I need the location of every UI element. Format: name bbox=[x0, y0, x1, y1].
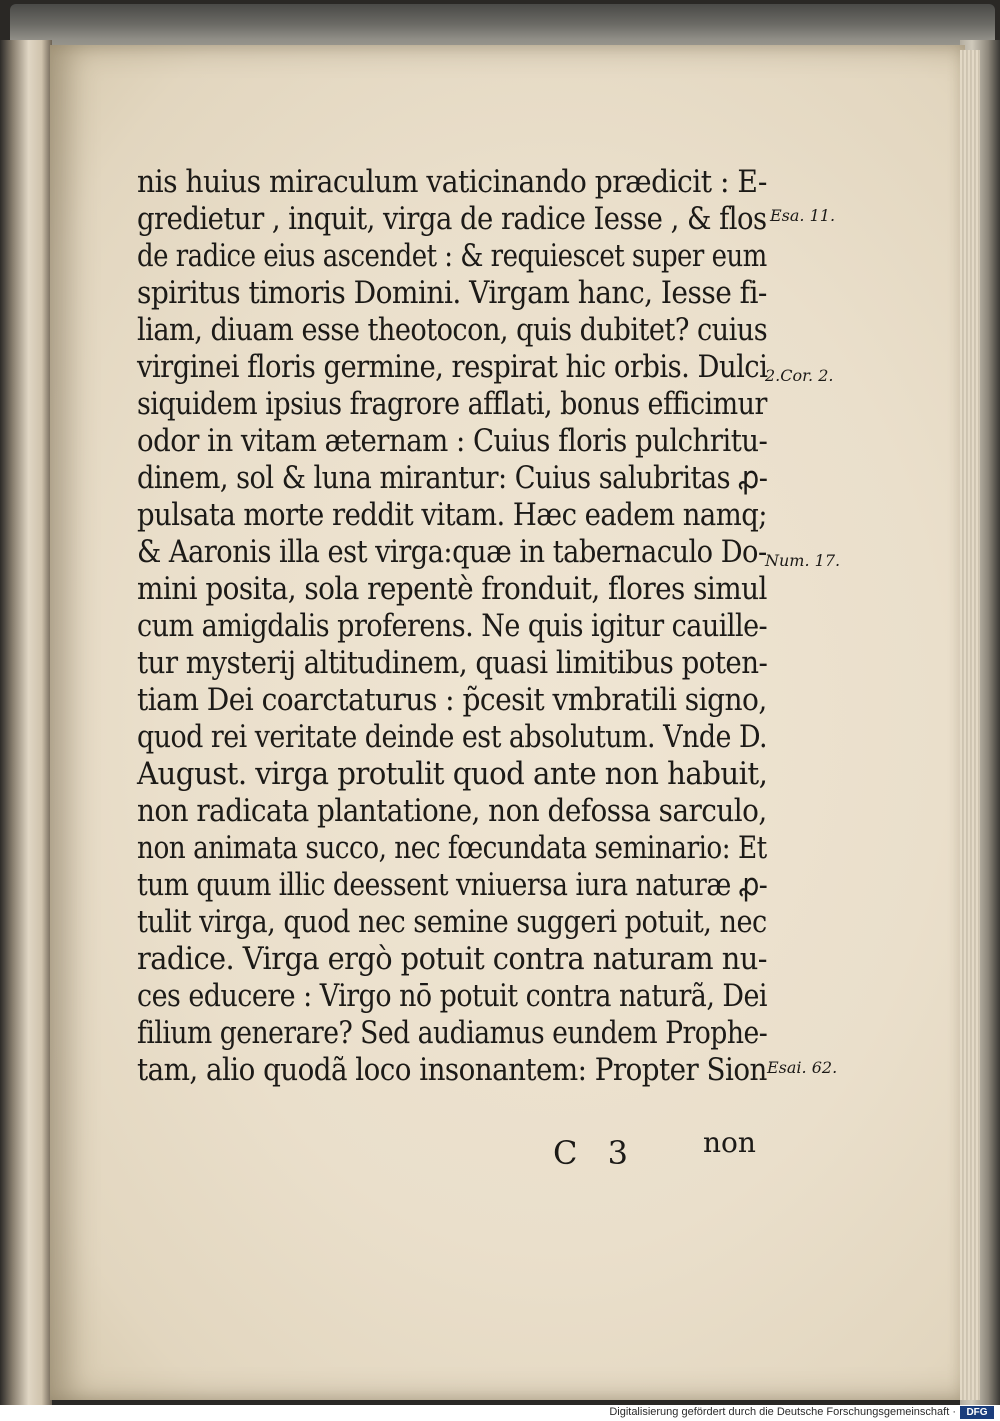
margin-note-esai-62: Esai. 62. bbox=[767, 1058, 838, 1077]
text-line: non radicata plantatione, non defossa sarculo, bbox=[137, 793, 767, 829]
text-line: tur mysterij altitudinem, quasi limitibus poten- bbox=[137, 645, 768, 681]
text-line: mini posita, sola repentè fronduit, flores simul bbox=[137, 571, 767, 607]
text-line: tam, alio quodã loco insonantem: Propter Sion bbox=[137, 1052, 767, 1088]
text-line: virginei floris germine, respirat hic orbis. Dulci bbox=[137, 349, 768, 385]
text-line: quod rei veritate deinde est absolutum. Vnde D. bbox=[137, 719, 768, 755]
text-line: gredietur , inquit, virga de radice Iesse , & flos bbox=[137, 201, 767, 237]
left-page-edge bbox=[0, 40, 52, 1405]
text-line: tum quum illic deessent vniuersa iura naturæ ꝓ- bbox=[137, 867, 768, 903]
text-line: & Aaronis illa est virga:quæ in tabernaculo Do- bbox=[137, 534, 767, 570]
margin-note-esa-11: Esa. 11. bbox=[770, 206, 836, 225]
signature-mark: C 3 bbox=[553, 1134, 639, 1172]
margin-note-num-17: Num. 17. bbox=[765, 551, 841, 570]
text-line: nis huius miraculum vaticinando prædicit : E- bbox=[137, 164, 767, 200]
margin-note-2-cor-2: 2.Cor. 2. bbox=[765, 366, 834, 385]
text-line: ces educere : Virgo nō potuit contra naturã, Dei bbox=[137, 978, 768, 1014]
catchword: non bbox=[703, 1126, 756, 1159]
text-line: odor in vitam æternam : Cuius floris pulchritu- bbox=[137, 423, 768, 459]
funding-credit: Digitalisierung gefördert durch die Deutsche Forschungsgemeinschaft · bbox=[609, 1406, 956, 1418]
text-line: pulsata morte reddit vitam. Hæc eadem namq; bbox=[137, 497, 767, 533]
text-line: siquidem ipsius fragrore afflati, bonus efficimur bbox=[137, 386, 767, 422]
text-line: cum amigdalis proferens. Ne quis igitur cauille- bbox=[137, 608, 768, 644]
text-line: tulit virga, quod nec semine suggeri potuit, nec bbox=[137, 904, 767, 940]
dfg-logo-icon: DFG bbox=[960, 1406, 994, 1419]
text-line: non animata succo, nec fœcundata seminario: Et bbox=[137, 830, 767, 866]
page-stack-edge bbox=[960, 50, 980, 1400]
text-line: filium generare? Sed audiamus eundem Prophe- bbox=[137, 1015, 768, 1051]
text-line: tiam Dei coarctaturus : p̃cesit vmbratili signo, bbox=[137, 682, 767, 718]
text-line: dinem, sol & luna mirantur: Cuius salubritas ꝓ- bbox=[137, 460, 768, 496]
text-line: radice. Virga ergò potuit contra naturam nu- bbox=[137, 941, 767, 977]
text-line: de radice eius ascendet : & requiescet super eum bbox=[137, 238, 767, 274]
text-line: August. virga protulit quod ante non habuit, bbox=[137, 756, 768, 792]
text-line: spiritus timoris Domini. Virgam hanc, Iesse fi- bbox=[137, 275, 767, 311]
text-line: liam, diuam esse theotocon, quis dubitet? cuius bbox=[137, 312, 768, 348]
